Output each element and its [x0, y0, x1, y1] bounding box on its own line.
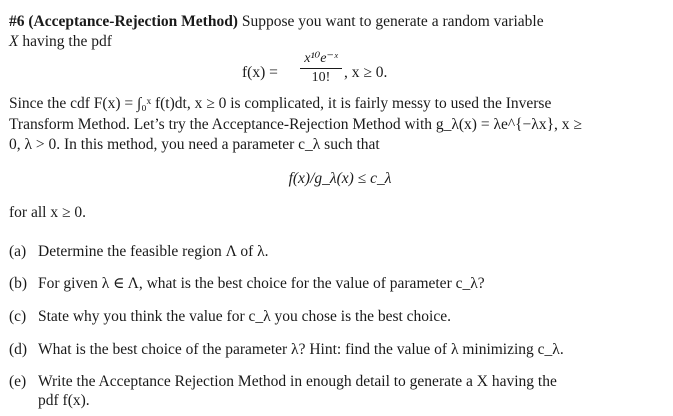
problem-header	[9, 13, 544, 31]
question-text: What is the best choice of the parameter λ? Hint: find the value of λ minimizing c_λ.	[38, 341, 564, 358]
for-all-condition: for all x ≥ 0.	[9, 204, 86, 221]
problem-intro: Suppose you want to generate a random variable	[241, 13, 544, 30]
pdf-condition: , x ≥ 0.	[344, 64, 388, 81]
pdf-fraction	[300, 51, 342, 86]
question-b	[9, 275, 485, 293]
paragraph-line-3: 0, λ > 0. In this method, you need a parameter c_λ such that	[9, 136, 380, 153]
question-label: (a)	[9, 243, 27, 260]
fraction-bar	[300, 68, 342, 69]
question-e	[9, 373, 557, 391]
question-text: Determine the feasible region Λ of λ.	[38, 243, 269, 260]
problem-title: (Acceptance-Rejection Method)	[28, 13, 238, 30]
problem-number: #6	[9, 13, 25, 30]
question-text: Write the Acceptance Rejection Method in enough detail to generate a X having the	[38, 373, 557, 390]
pdf-lhs: f(x) =	[242, 64, 278, 81]
intro-rest: having the pdf	[22, 33, 112, 50]
paragraph-line-1: Since the cdf F(x) = ∫₀ˣ f(t)dt, x ≥ 0 is complicated, it is fairly messy to used the Inverse	[9, 95, 552, 112]
pdf-numerator: x¹⁰e⁻ˣ	[304, 51, 338, 66]
question-e-continued: pdf f(x).	[38, 392, 90, 409]
variable-x: X	[9, 33, 19, 50]
question-c	[9, 308, 451, 326]
question-a	[9, 243, 269, 261]
question-label: (d)	[9, 341, 28, 358]
question-label: (b)	[9, 275, 28, 292]
inequality: f(x)/g_λ(x) ≤ c_λ	[288, 170, 392, 187]
paragraph-line-2: Transform Method. Let’s try the Acceptance-Rejection Method with g_λ(x) = λe^{−λx}, x ≥	[9, 116, 582, 133]
pdf-denominator: 10!	[311, 70, 331, 85]
question-text: For given λ ∈ Λ, what is the best choice for the value of parameter c_λ?	[38, 275, 485, 292]
question-d	[9, 341, 564, 359]
question-text: State why you think the value for c_λ you chose is the best choice.	[38, 308, 451, 325]
problem-intro-line2	[9, 33, 112, 51]
question-label: (c)	[9, 308, 27, 325]
question-label: (e)	[9, 373, 27, 390]
